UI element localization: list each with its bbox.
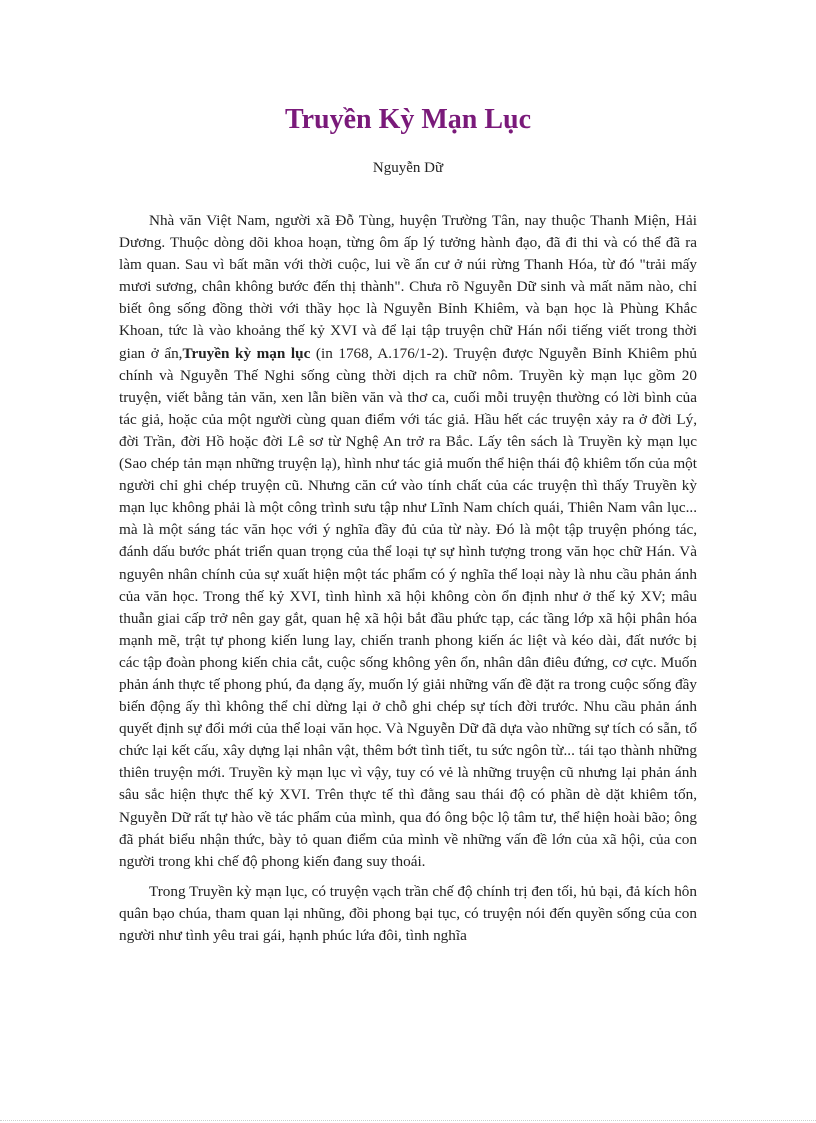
document-title: Truyền Kỳ Mạn Lục [284, 104, 532, 135]
paragraph-1-text-b: (in 1768, A.176/1-2). Truyện được Nguyễn Bỉnh Khiêm phủ chính và Nguyễn Thế Nghi sống cùng thời dịch ra chữ nôm. Truyền kỳ mạn lục gồm 20 truyện, viết bằng tản văn, xen lẫn biền văn và thơ ca, cuối mỗi truyện thường có lời bình của tác giả, hoặc của một người cùng quan điểm với tác giả. Hầu hết các truyện xảy ra ở đời Lý, đời Trần, đời Hồ hoặc đời Lê sơ từ Nghệ An trở ra Bắc. Lấy tên sách là Truyền kỳ mạn lục (Sao chép tản mạn những truyện lạ), hình như tác giả muốn thể hiện thái độ khiêm tốn của một người chỉ ghi chép truyện cũ. Nhưng căn cứ vào tính chất của các truyện thì thấy Truyền kỳ mạn lục không phải là một công trình sưu tập như Lĩnh Nam chích quái, Thiên Nam vân lục... mà là một sáng tác văn học với ý nghĩa đầy đủ của từ này. Đó là một tập truyện phóng tác, đánh dấu bước phát triển quan trọng của thể loại tự sự hình tượng trong văn học chữ Hán. Và nguyên nhân chính của sự xuất hiện một tác phẩm có ý nghĩa thể loại này là nhu cầu phản ánh của văn học. Trong thế kỷ XVI, tình hình xã hội không còn ổn định như ở thế kỷ XV; mâu thuẫn giai cấp trở nên gay gắt, quan hệ xã hội bắt đầu phức tạp, các tầng lớp xã hội phân hóa mạnh mẽ, trật tự phong kiến lung lay, chiến tranh phong kiến ác liệt và kéo dài, đất nước bị các tập đoàn phong kiến chia cắt, cuộc sống không yên ổn, nhân dân điêu đứng, cơ cực. Muốn phản ánh thực tế phong phú, đa dạng ấy, muốn lý giải những vấn đề đặt ra trong cuộc sống đầy biến động ấy thì không thể chỉ dừng lại ở chỗ ghi chép sự tích đời trước. Nhu cầu phản ánh quyết định sự đổi mới của thể loại văn học. Và Nguyễn Dữ đã dựa vào những sự tích có sẵn, tổ chức lại kết cấu, xây dựng lại nhân vật, thêm bớt tình tiết, tu sức ngôn từ... tái tạo thành những thiên truyện mới. Truyền kỳ mạn lục vì vậy, tuy có vẻ là những truyện cũ nhưng lại phản ánh sâu sắc hiện thực thế kỷ XVI. Trên thực tế thì đằng sau thái độ có phần dè dặt khiêm tốn, Nguyễn Dữ rất tự hào về tác phẩm của mình, qua đó ông bộc lộ tâm tư, thể hiện hoài bão; ông đã phát biểu nhận thức, bày tỏ quan điểm của mình về những vấn đề lớn của xã hội, của con người trong khi chế độ phong kiến đang suy thoái. [119, 344, 698, 870]
page-bottom-border [0, 1119, 816, 1121]
paragraph-1 [119, 210, 697, 873]
paragraph-2: Trong Truyền kỳ mạn lục, có truyện vạch trần chế độ chính trị đen tối, hủ bại, đả kích hôn quân bạo chúa, tham quan lại nhũng, đồi phong bại tục, có truyện nói đến quyền sống của con người như tình yêu trai gái, hạnh phúc lứa đôi, tình nghĩa [119, 882, 697, 944]
paragraph-1-text-a: Nhà văn Việt Nam, người xã Đỗ Tùng, huyện Trường Tân, nay thuộc Thanh Miện, Hải Dương. Thuộc dòng dõi khoa hoạn, từng ôm ấp lý tưởng hành đạo, đã đi thi và có thể đã ra làm quan. Sau vì bất mãn với thời cuộc, lui về ẩn cư ở núi rừng Thanh Hóa, từ đó "trải mấy mươi sương, chân không bước đến thị thành". Chưa rõ Nguyễn Dữ sinh và mất năm nào, chỉ biết ông sống đồng thời với thầy học là Nguyễn Bỉnh Khiêm, và bạn học là Phùng Khắc Khoan, tức là vào khoảng thế kỷ XVI và để lại tập truyện chữ Hán nổi tiếng viết trong thời gian ở ẩn, [119, 212, 697, 362]
document-author: Nguyễn Dữ [372, 160, 444, 176]
book-title-bold: Truyền kỳ mạn lục [182, 344, 311, 362]
document-body [119, 210, 697, 947]
